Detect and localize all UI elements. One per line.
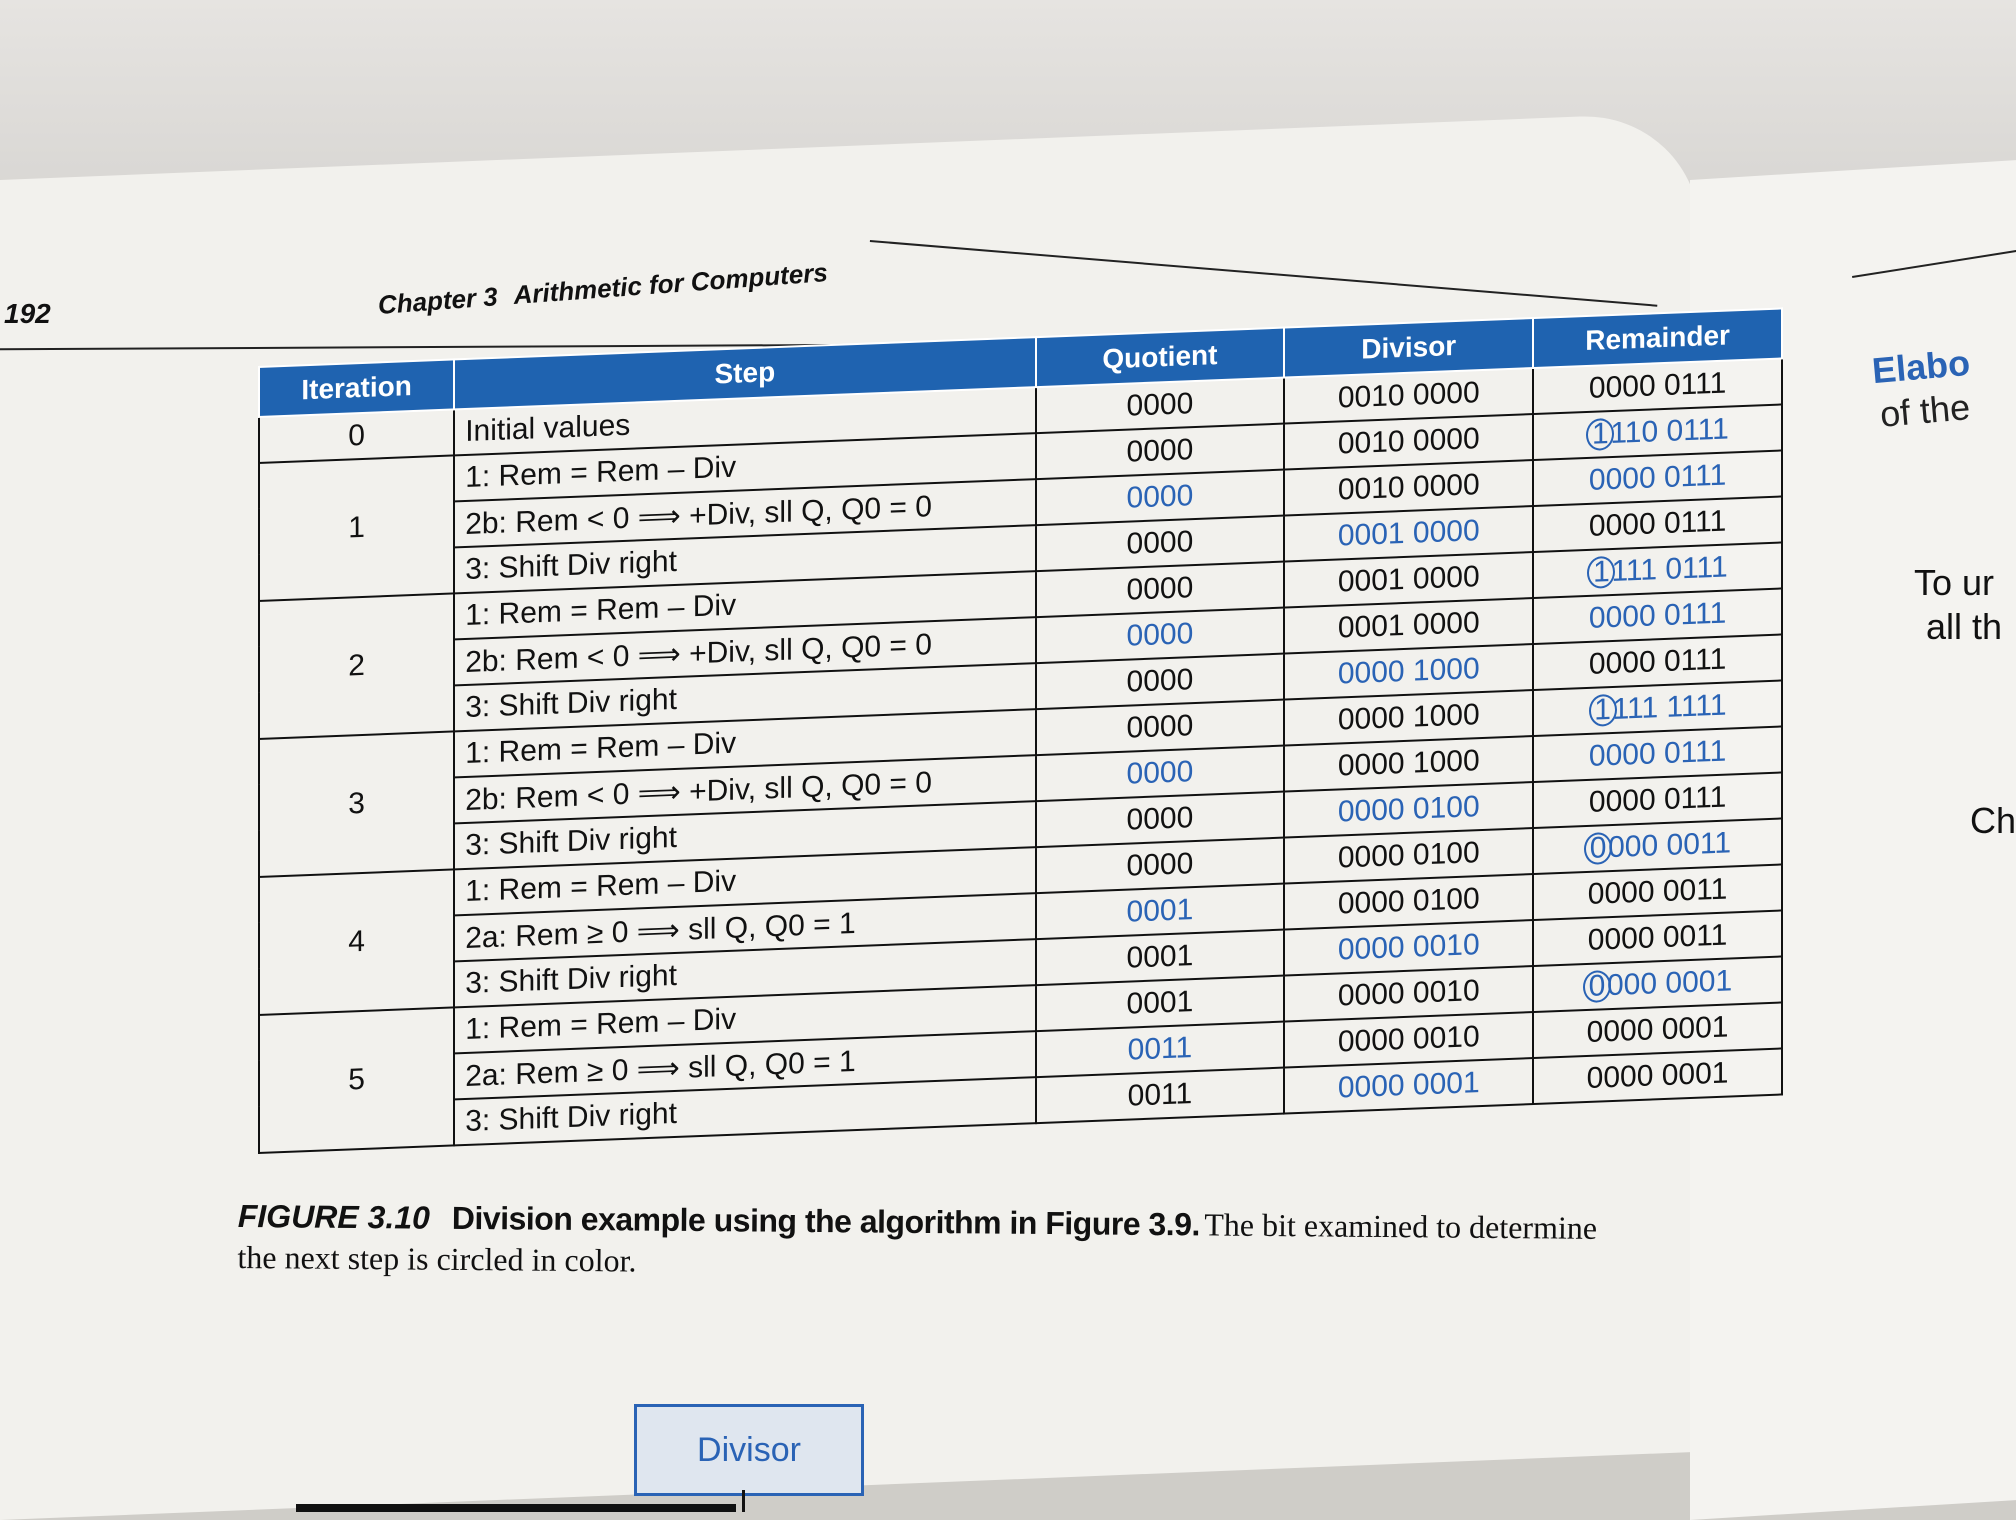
divisor-cell: 0000 0010 [1284, 920, 1533, 976]
iteration-cell: 2 [259, 593, 454, 738]
step-cell: 1: Rem = Rem – Div [454, 433, 1035, 501]
iteration-cell: 4 [259, 869, 454, 1014]
iteration-cell: 5 [259, 1007, 454, 1152]
caption-title: Division example using the algorithm in Figure 3.9. [451, 1199, 1201, 1243]
remainder-cell: 0000 0111 [1533, 496, 1782, 552]
remainder-cell: 0000 0011 [1533, 910, 1782, 966]
quotient-cell: 0001 [1036, 884, 1285, 940]
remainder-cell: 0000 0111 [1533, 358, 1782, 414]
remainder-cell: 0000 0011 [1533, 864, 1782, 920]
quotient-cell: 0000 [1036, 562, 1285, 618]
remainder-cell: 0000 0111 [1533, 450, 1782, 506]
step-cell: 2a: Rem ≥ 0 ⟹ sll Q, Q0 = 1 [454, 893, 1035, 961]
divisor-cell: 0000 1000 [1284, 644, 1533, 700]
remainder-rest: 000 0011 [1608, 826, 1732, 865]
divisor-connector [742, 1490, 745, 1512]
quotient-cell: 0011 [1036, 1068, 1285, 1124]
divisor-cell: 0000 0001 [1284, 1058, 1533, 1114]
remainder-rest: 111 0111 [1611, 550, 1728, 589]
quotient-cell: 0000 [1036, 424, 1285, 480]
remainder-cell: 0000 0111 [1533, 726, 1782, 782]
table-body [259, 358, 1782, 1153]
caption-text-2: the next step is circled in color. [237, 1238, 637, 1279]
divisor-cell: 0010 0000 [1284, 368, 1533, 424]
step-cell: 2b: Rem < 0 ⟹ +Div, sll Q, Q0 = 0 [454, 617, 1035, 685]
remainder-rest: 111 1111 [1612, 688, 1727, 726]
quotient-cell: 0000 [1036, 378, 1285, 434]
caption-text-1: The bit examined to determine [1204, 1206, 1598, 1246]
divisor-cell: 0000 1000 [1284, 690, 1533, 746]
chapter-title: Arithmetic for Computers [512, 257, 829, 311]
quotient-cell: 0000 [1036, 654, 1285, 710]
quotient-cell: 0000 [1036, 608, 1285, 664]
step-cell: 3: Shift Div right [454, 525, 1035, 593]
quotient-cell: 0000 [1036, 838, 1285, 894]
divisor-cell: 0001 0000 [1284, 598, 1533, 654]
quotient-cell: 0000 [1036, 792, 1285, 848]
step-cell: 3: Shift Div right [454, 801, 1035, 869]
header-step: Step [454, 337, 1035, 409]
remainder-rest: 110 0111 [1610, 412, 1729, 451]
divisor-cell: 0010 0000 [1284, 460, 1533, 516]
quotient-cell: 0000 [1036, 470, 1285, 526]
divisor-cell: 0000 0010 [1284, 966, 1533, 1022]
divisor-box-label: Divisor [697, 1431, 801, 1469]
divisor-box [634, 1404, 864, 1496]
page-number: 192 [4, 298, 51, 329]
divisor-cell: 0000 0100 [1284, 874, 1533, 930]
circled-bit: 0 [1584, 832, 1612, 865]
step-cell: 1: Rem = Rem – Div [454, 985, 1035, 1053]
right-page-line-4: Ch [1970, 800, 2016, 841]
diagram-bar [296, 1504, 736, 1512]
step-cell: 2a: Rem ≥ 0 ⟹ sll Q, Q0 = 1 [454, 1031, 1035, 1099]
remainder-cell: 0000 0001 [1533, 1002, 1782, 1058]
step-cell: 3: Shift Div right [454, 663, 1035, 731]
step-cell: 2b: Rem < 0 ⟹ +Div, sll Q, Q0 = 0 [454, 755, 1035, 823]
step-cell: 2b: Rem < 0 ⟹ +Div, sll Q, Q0 = 0 [454, 479, 1035, 547]
quotient-cell: 0000 [1036, 746, 1285, 802]
remainder-cell: 0000 0111 [1533, 772, 1782, 828]
divisor-cell: 0010 0000 [1284, 414, 1533, 470]
right-page-line-1: of the [1878, 386, 1972, 435]
header-iteration: Iteration [259, 359, 454, 416]
divisor-cell: 0000 0100 [1284, 782, 1533, 838]
divisor-cell: 0001 0000 [1284, 552, 1533, 608]
remainder-cell: 0000 0001 [1533, 1048, 1782, 1104]
right-page-line-3: all th [1926, 606, 2003, 647]
divisor-cell: 0001 0000 [1284, 506, 1533, 562]
division-table-wrapper [258, 307, 1783, 1154]
figure-caption [237, 1198, 1798, 1290]
step-cell: 3: Shift Div right [454, 1077, 1035, 1145]
remainder-rest: 000 0001 [1607, 964, 1733, 1003]
step-cell: 1: Rem = Rem – Div [454, 709, 1035, 777]
caption-figure-label: FIGURE 3.10 [237, 1198, 431, 1236]
right-page-line-2: To ur [1914, 562, 1995, 603]
step-cell: 1: Rem = Rem – Div [454, 847, 1035, 915]
remainder-cell: 0000 0111 [1533, 634, 1782, 690]
quotient-cell: 0011 [1036, 1022, 1285, 1078]
quotient-cell: 0001 [1036, 930, 1285, 986]
chapter-label: Chapter 3 [376, 281, 499, 320]
divisor-cell: 0000 0100 [1284, 828, 1533, 884]
circled-bit: 0 [1583, 970, 1611, 1003]
step-cell: 3: Shift Div right [454, 939, 1035, 1007]
remainder-cell: 0000 0111 [1533, 588, 1782, 644]
divisor-cell: 0000 1000 [1284, 736, 1533, 792]
circled-bit: 1 [1589, 694, 1617, 727]
right-page-heading: Elabo [1870, 341, 1972, 392]
step-cell: Initial values [454, 387, 1035, 455]
iteration-cell: 0 [259, 409, 454, 462]
header-divisor: Divisor [1284, 318, 1533, 378]
quotient-cell: 0000 [1036, 700, 1285, 756]
header-quotient: Quotient [1036, 328, 1285, 388]
circled-bit: 1 [1586, 418, 1614, 451]
iteration-cell: 1 [259, 455, 454, 600]
header-remainder: Remainder [1533, 308, 1782, 368]
division-table [258, 307, 1783, 1154]
step-cell: 1: Rem = Rem – Div [454, 571, 1035, 639]
quotient-cell: 0001 [1036, 976, 1285, 1032]
divisor-cell: 0000 0010 [1284, 1012, 1533, 1068]
quotient-cell: 0000 [1036, 516, 1285, 572]
iteration-cell: 3 [259, 731, 454, 876]
circled-bit: 1 [1587, 556, 1615, 589]
